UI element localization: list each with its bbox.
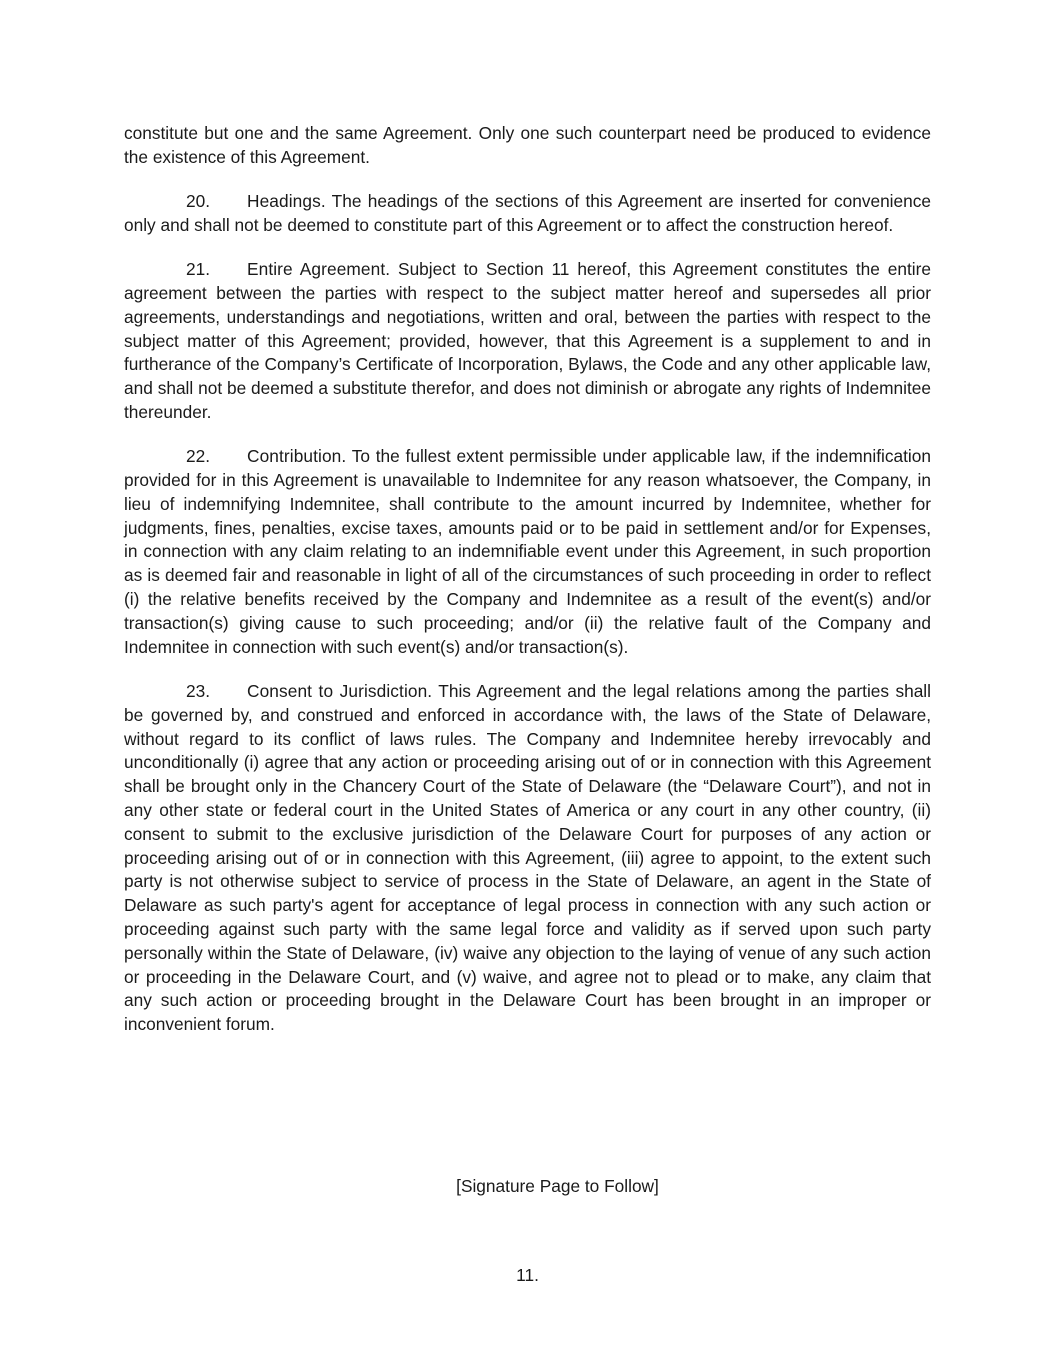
- section-number: 23.: [186, 680, 211, 701]
- section-number: 20.: [186, 191, 211, 212]
- paragraph-text: The headings of the sections of this Agreement are inserted for convenience only and shall not be deemed to constitute part of this Agreement or to affect the construction hereof.: [124, 191, 931, 235]
- section-20-headings: [124, 190, 931, 238]
- paragraph-continuation: [124, 122, 931, 170]
- signature-page-note: [Signature Page to Follow]: [456, 1176, 659, 1196]
- section-number: 21.: [186, 259, 211, 280]
- section-heading: Entire Agreement.: [247, 259, 391, 280]
- section-number: 22.: [186, 446, 211, 467]
- page-number: 11.: [516, 1265, 539, 1285]
- document-body: [124, 122, 931, 1057]
- section-heading: Headings.: [247, 191, 326, 212]
- section-23-consent-to-jurisdiction: [124, 680, 931, 1037]
- section-22-contribution: [124, 445, 931, 659]
- paragraph-text: constitute but one and the same Agreement. Only one such counterpart need be produced to evidence the existence of this Agreement.: [124, 123, 931, 167]
- section-heading: Consent to Jurisdiction.: [247, 680, 433, 701]
- paragraph-text: To the fullest extent permissible under applicable law, if the indemnification provided for in this Agreement is unavailable to Indemnitee for any reason whatsoever, the Company, in lieu of indemnifying Indemnitee, shall contribute to the amount incurred by Indemnitee, whether for judgments, fines, penalties, excise taxes, amounts paid or to be paid in settlement and/or for Expenses, in connection with any claim relating to an indemnifiable event under this Agreement, in such proportion as is deemed fair and reasonable in light of all of the circumstances of such proceeding in order to reflect (i) the relative benefits received by the Company and Indemnitee as a result of the event(s) and/or transaction(s) giving cause to such proceeding; and/or (ii) the relative fault of the Company and Indemnitee in connection with such event(s) and/or transaction(s).: [124, 446, 931, 657]
- paragraph-text: This Agreement and the legal relations among the parties shall be governed by, and construed and enforced in accordance with, the laws of the State of Delaware, without regard to its conflict of laws rules. The Company and Indemnitee hereby irrevocably and unconditionally (i) agree that any action or proceeding arising out of or in connection with this Agreement shall be brought only in the Chancery Court of the State of Delaware (the “Delaware Court”), and not in any other state or federal court in the United States of America or any court in any other country, (ii) consent to submit to the exclusive jurisdiction of the Delaware Court for purposes of any action or proceeding arising out of or in connection with this Agreement, (iii) agree to appoint, to the extent such party is not otherwise subject to service of process in the State of Delaware, an agent in the State of Delaware as such party's agent for acceptance of legal process in connection with any such action or proceeding against such party with the same legal force and validity as if served upon such party personally within the State of Delaware, (iv) waive any objection to the laying of venue of any such action or proceeding in the Delaware Court, and (v) waive, and agree not to plead or to make, any claim that any such action or proceeding brought in the Delaware Court has been brought in an improper or inconvenient forum.: [124, 680, 931, 1035]
- section-21-entire-agreement: [124, 258, 931, 425]
- paragraph-text: Subject to Section 11 hereof, this Agreement constitutes the entire agreement between the parties with respect to the subject matter hereof and supersedes all prior agreements, understandings and negotiations, written and oral, between the parties with respect to the subject matter of this Agreement; provided, however, that this Agreement is a supplement to and in furtherance of the Company’s Certificate of Incorporation, Bylaws, the Code and any other applicable law, and shall not be deemed a substitute therefor, and does not diminish or abrogate any rights of Indemnitee thereunder.: [124, 259, 931, 422]
- section-heading: Contribution.: [247, 446, 347, 467]
